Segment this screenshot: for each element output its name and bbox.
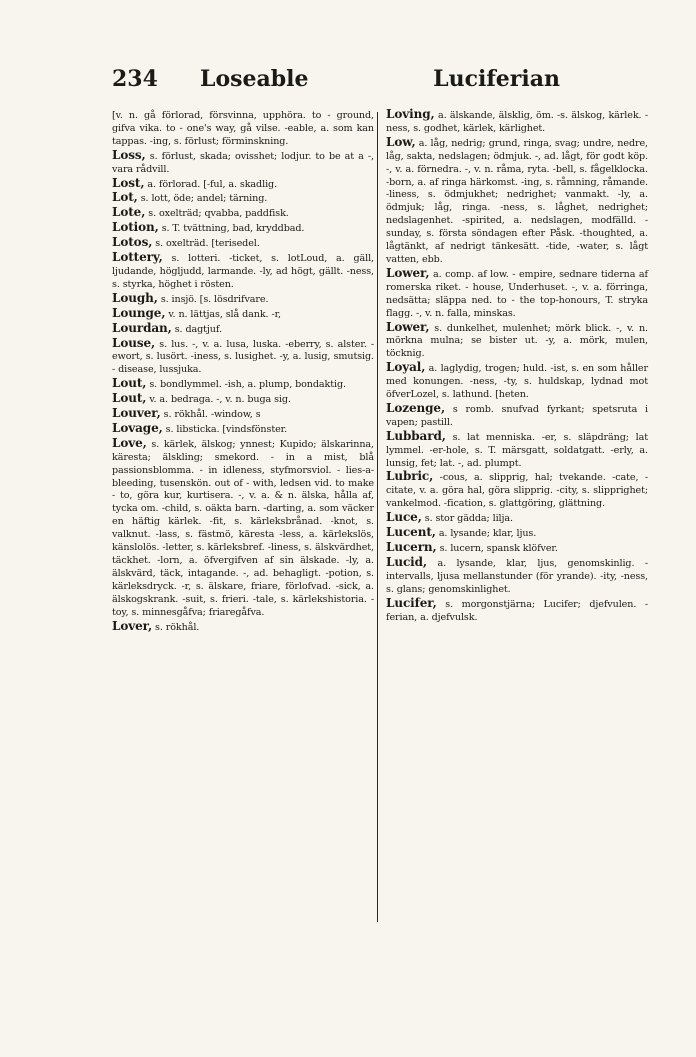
dictionary-entry xyxy=(386,526,648,541)
entry-headword: Lover, xyxy=(112,618,153,633)
entry-definition: s. förlust, skada; ovisshet; lodjur. to be at a -, vara rådvill. xyxy=(112,150,374,175)
dictionary-entry xyxy=(112,337,374,378)
dictionary-entry xyxy=(386,597,648,625)
entry-headword: Louse, xyxy=(112,335,156,350)
entry-headword: Love, xyxy=(112,435,147,450)
page-number: 234 xyxy=(112,66,158,92)
dictionary-entry xyxy=(112,322,374,337)
entry-definition: a. lysande, klar, ljus, genomskinlig. - intervalls, ljusa mellanstunder (för yrande). -ity, -ness, s. glans; genomskinlighet. xyxy=(386,557,648,595)
entry-headword: Lovage, xyxy=(112,420,163,435)
column-divider xyxy=(377,112,378,922)
dictionary-entry xyxy=(386,402,648,430)
dictionary-entry xyxy=(112,392,374,407)
entry-headword: Loving, xyxy=(386,107,435,121)
entry-headword: Lounge, xyxy=(112,305,166,320)
entry-definition: a. älskande, älsklig, öm. -s. älskog, kärlek. -ness, s. godhet, kärlek, kärlighet. xyxy=(386,110,648,134)
entry-definition: a. förlorad. [-ful, a. skadlig. xyxy=(147,178,278,190)
entry-definition: s. rökhål. xyxy=(155,621,200,633)
entry-headword: Lotos, xyxy=(112,235,153,250)
entry-definition: [v. n. gå förlorad, försvinna, upphöra. to - ground, gifva vika. to - one's way, gå vilse. -eable, a. som kan tappas. -ing, s. förlust; förminskning. xyxy=(112,110,374,147)
entry-definition: -cous, a. slipprig, hal; tvekande. -cate, -citate, v. a. göra hal, göra slipprig. -city, s. slipprighet; vankelmod. -fication, s. glattgöring, glättning. xyxy=(386,472,649,510)
entry-definition: s. lus. -, v. a. lusa, luska. -eberry, s. alster. -ewort, s. lusört. -iness, s. lusighet. -y, a. lusig, smutsig. - disease, lussjuka. xyxy=(112,338,374,376)
entry-headword: Loss, xyxy=(112,147,146,162)
dictionary-entry xyxy=(386,470,648,511)
entry-definition: s. lucern, spansk klöfver. xyxy=(439,543,558,554)
entry-definition: s. oxelträd; qvabba, paddfisk. xyxy=(148,208,289,220)
entry-headword: Lotion, xyxy=(112,220,159,235)
entry-definition: s. bondlymmel. -ish, a. plump, bondaktig. xyxy=(149,379,346,391)
entry-definition: a. comp. af low. - empire, sednare tiderna af romerska riket. - house, Underhuset. -, v. a. förringa, nedsätta; släppa ned. to - the top-honours, T. stryka flagg. -, v. n. falla, minskas. xyxy=(386,268,648,319)
entry-headword: Lout, xyxy=(112,391,147,406)
dictionary-entry xyxy=(112,191,374,206)
dictionary-entry xyxy=(112,437,374,620)
dictionary-entry xyxy=(112,620,374,635)
entry-headword: Loyal, xyxy=(386,360,426,375)
entry-definition: s romb. snufvad fyrkant; spetsruta i vapen; pastill. xyxy=(386,403,649,428)
right-column xyxy=(386,108,648,624)
dictionary-entry xyxy=(386,108,648,136)
dictionary-entry xyxy=(112,377,374,392)
entry-definition: s. lott, öde; andel; tärning. xyxy=(140,193,268,205)
dictionary-entry xyxy=(112,292,374,307)
entry-headword: Lottery, xyxy=(112,250,163,265)
entry-definition: v. n. lättjas, slå dank. -r, xyxy=(168,308,281,320)
dictionary-entry xyxy=(112,177,374,192)
entry-definition: s. kärlek, älskog; ynnest; Kupido; älskarinna, käresta; älskling; smekord. - in a mist, blå passionsblomma. - in idleness, styfmorsviol. - lies-a-bleeding, tusenskön. out of - with, ledsen vid. to make - to, göra kur, kurtisera. -, v. a. & n. älska, hålla af, tycka om. -child, s. oäkta barn. -darting, a. som väcker en häftig kärlek. -fit, s. kärleksbrånad. -knot, s. valknut. -lass, s. fästmö, käresta -less, a. kärlekslös, känslolös. -letter, s. kärleksbref. -liness, s. älskvärdhet, täckhet. -lorn, a. öfvergifven af sin älskade. -ly, a. älskvärd, täck, intagande. -, ad. behagligt. -potion, s. kärleksdryck. -r, s. älskare, friare, förlofvad. -sick, a. älskogskrank. -suit, s. frieri. -tale, s. kärlekshistoria. -toy, s. minnesgåfva; friaregåfva. xyxy=(112,438,374,618)
dictionary-entry xyxy=(386,511,648,526)
entry-definition: a. lysande; klar, ljus. xyxy=(438,528,537,540)
dictionary-entry xyxy=(112,251,374,292)
entry-headword: Lucern, xyxy=(386,540,437,554)
left-running-head: Loseable xyxy=(200,66,309,92)
entry-headword: Luce, xyxy=(386,510,422,525)
page-header xyxy=(112,66,560,106)
entry-headword: Lower, xyxy=(386,319,430,334)
entry-headword: Lost, xyxy=(112,175,145,190)
entry-definition: v. a. bedraga. -, v. n. buga sig. xyxy=(149,394,291,406)
entry-headword: Lout, xyxy=(112,376,147,391)
entry-headword: Lower, xyxy=(386,265,430,280)
left-column xyxy=(112,108,374,634)
entry-headword: Lote, xyxy=(112,205,146,220)
dictionary-entry xyxy=(386,321,648,362)
entry-headword: Lough, xyxy=(112,290,158,305)
dictionary-entry xyxy=(386,556,648,597)
entry-headword: Lucent, xyxy=(386,525,436,540)
dictionary-entry xyxy=(386,541,648,556)
dictionary-entry xyxy=(112,307,374,322)
entry-definition: s. rökhål. -window, s xyxy=(163,409,261,421)
entry-headword: Lot, xyxy=(112,190,138,205)
right-running-head: Luciferian xyxy=(433,66,560,92)
entry-definition: s. morgonstjärna; Lucifer; djefvulen. -ferian, a. djefvulsk. xyxy=(386,598,649,623)
dictionary-entry xyxy=(112,206,374,221)
dictionary-entry xyxy=(386,136,648,267)
entry-definition: s. lat menniska. -er, s. släpdräng; lat lymmel. -er-hole, s. T. märsgatt, soldatgatt. -erly, a. lunsig, fet; lat. -, ad. plumpt. xyxy=(386,431,648,469)
entry-headword: Louver, xyxy=(112,406,161,421)
entry-headword: Lozenge, xyxy=(386,400,446,415)
entry-headword: Lourdan, xyxy=(112,320,172,335)
entry-headword: Low, xyxy=(386,134,416,149)
entry-definition: s. insjö. [s. lösdrifvare. xyxy=(160,293,269,305)
entry-definition: s. libsticka. [vindsfönster. xyxy=(165,423,288,435)
entry-headword: Lubric, xyxy=(386,469,434,484)
entry-definition: s. lotteri. -ticket, s. lotLoud, a. gäll, ljudande, högljudd, larmande. -ly, ad högt, gällt. -ness, s. styrka, höghet i rösten. xyxy=(112,253,375,290)
entry-headword: Lucid, xyxy=(386,554,427,569)
dictionary-entry xyxy=(112,236,374,251)
entry-definition: s. oxelträd. [terisedel. xyxy=(155,238,260,250)
dictionary-entry xyxy=(386,361,648,402)
entry-definition: s. T. tvättning, bad, kryddbad. xyxy=(161,223,305,235)
entry-definition: s. dunkelhet, mulenhet; mörk blick. -, v. n. mörkna mulna; se bister ut. -y, a. mörk, mulen, töcknig. xyxy=(386,322,648,360)
entry-definition: a. laglydig, trogen; huld. -ist, s. en som håller med konungen. -ness, -ty, s. huldskap, lydnad mot öfverLozel, s. lathund. [heten. xyxy=(386,363,648,401)
dictionary-entry xyxy=(112,407,374,422)
dictionary-entry xyxy=(112,149,374,177)
entry-definition: s. dagtjuf. xyxy=(174,323,222,335)
dictionary-entry xyxy=(112,221,374,236)
entry-headword: Lubbard, xyxy=(386,428,446,443)
dictionary-entry xyxy=(112,108,374,149)
entry-definition: a. låg, nedrig; grund, ringa, svag; undre, nedre, låg, sakta, nedslagen; ödmjuk. -, ad. lågt, för godt köp. -, v. a. förnedra. -, v. n. råma, ryta. -bell, s. fågelklocka. -born, a. af ringa härkomst. -ing, s. råmning, råmande. -liness, s. ödmjukhet; nedrighet; vanmakt. -ly, a. ödmjuk; låg, ringa. -ness, s. låghet, nedrighet; nedslagenhet. -spirited, a. nedslagen, modfälld. -sunday, s. första söndagen efter Påsk. -thoughted, a. lågtänkt, af nedrigt tänkesätt. -tide, -water, s. lågt vatten, ebb. xyxy=(386,137,648,265)
dictionary-entry xyxy=(386,267,648,321)
dictionary-entry xyxy=(386,430,648,471)
entry-definition: s. stor gädda; lilja. xyxy=(424,513,513,525)
dictionary-entry xyxy=(112,422,374,437)
entry-headword: Lucifer, xyxy=(386,595,437,610)
